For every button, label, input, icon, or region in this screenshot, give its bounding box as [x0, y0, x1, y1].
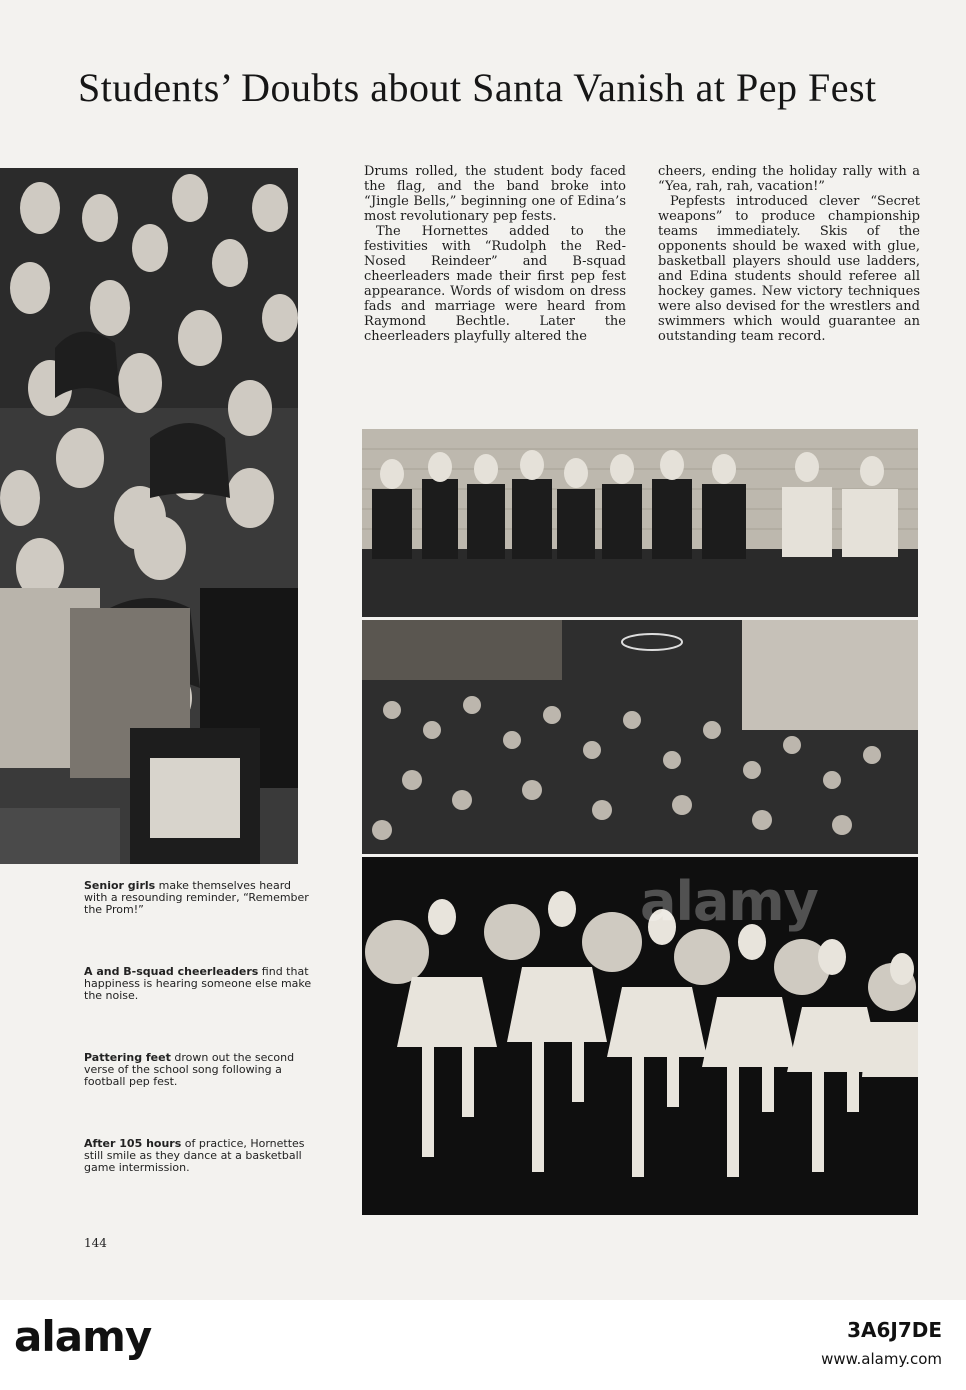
watermark-overlay: alamy: [640, 870, 818, 933]
paragraph: cheers, ending the holiday rally with a “Yea, rah, rah, vacation!”: [658, 164, 920, 194]
photo-gym-crowd: [362, 620, 918, 854]
paragraph: The Hornettes added to the festivities with “Rudolph the Red-Nosed Reindeer” and B-squad cheerleaders made their first pep fest appearance. Words of wisdom on dress fads and marriage were heard from Raymond Bechtle. Later the cheerleaders playfully altered the: [364, 224, 626, 344]
watermark-url: www.alamy.com: [821, 1350, 942, 1368]
caption-text: of practice, Hornettes still smile as they dance at a basketball game intermission.: [84, 1137, 305, 1174]
caption-lead: Pattering feet: [84, 1051, 171, 1064]
caption-lead: After 105 hours: [84, 1137, 182, 1150]
caption-lead: Senior girls: [84, 879, 156, 892]
caption-senior-girls: [84, 880, 316, 916]
article-column-2: [658, 164, 920, 344]
caption-pattering-feet: [84, 1052, 316, 1088]
paragraph: Pepfests introduced clever “Secret weapons” to produce championship teams immediately. Skis of the opponents should be waxed with glue, basketball players should use ladders, and Edina students should referee all hockey games. New victory techniques were also devised for the wrestlers and swimmers which would guarantee an outstanding team record.: [658, 194, 920, 344]
caption-cheerleaders: [84, 966, 316, 1002]
caption-hornettes: [84, 1138, 316, 1174]
alamy-logo: alamy: [14, 1312, 152, 1361]
paragraph: Drums rolled, the student body faced the flag, and the band broke into “Jingle Bells,” beginning one of Edina’s most revolutionary pep fests.: [364, 164, 626, 224]
photo-cheerleaders-seated: [362, 429, 918, 617]
page-number: 144: [84, 1236, 107, 1250]
article-column-1: [364, 164, 626, 344]
image-id: 3A6J7DE: [847, 1318, 942, 1342]
caption-lead: A and B-squad cheerleaders: [84, 965, 259, 978]
photo-senior-girls: [0, 168, 298, 864]
page-title: Students’ Doubts about Santa Vanish at Pep Fest: [78, 65, 877, 110]
caption-text: find that happiness is hearing someone else make the noise.: [84, 965, 312, 1002]
caption-text: drown out the second verse of the school song following a football pep fest.: [84, 1051, 295, 1088]
caption-text: make themselves heard with a resounding reminder, “Remember the Prom!”: [84, 879, 309, 916]
